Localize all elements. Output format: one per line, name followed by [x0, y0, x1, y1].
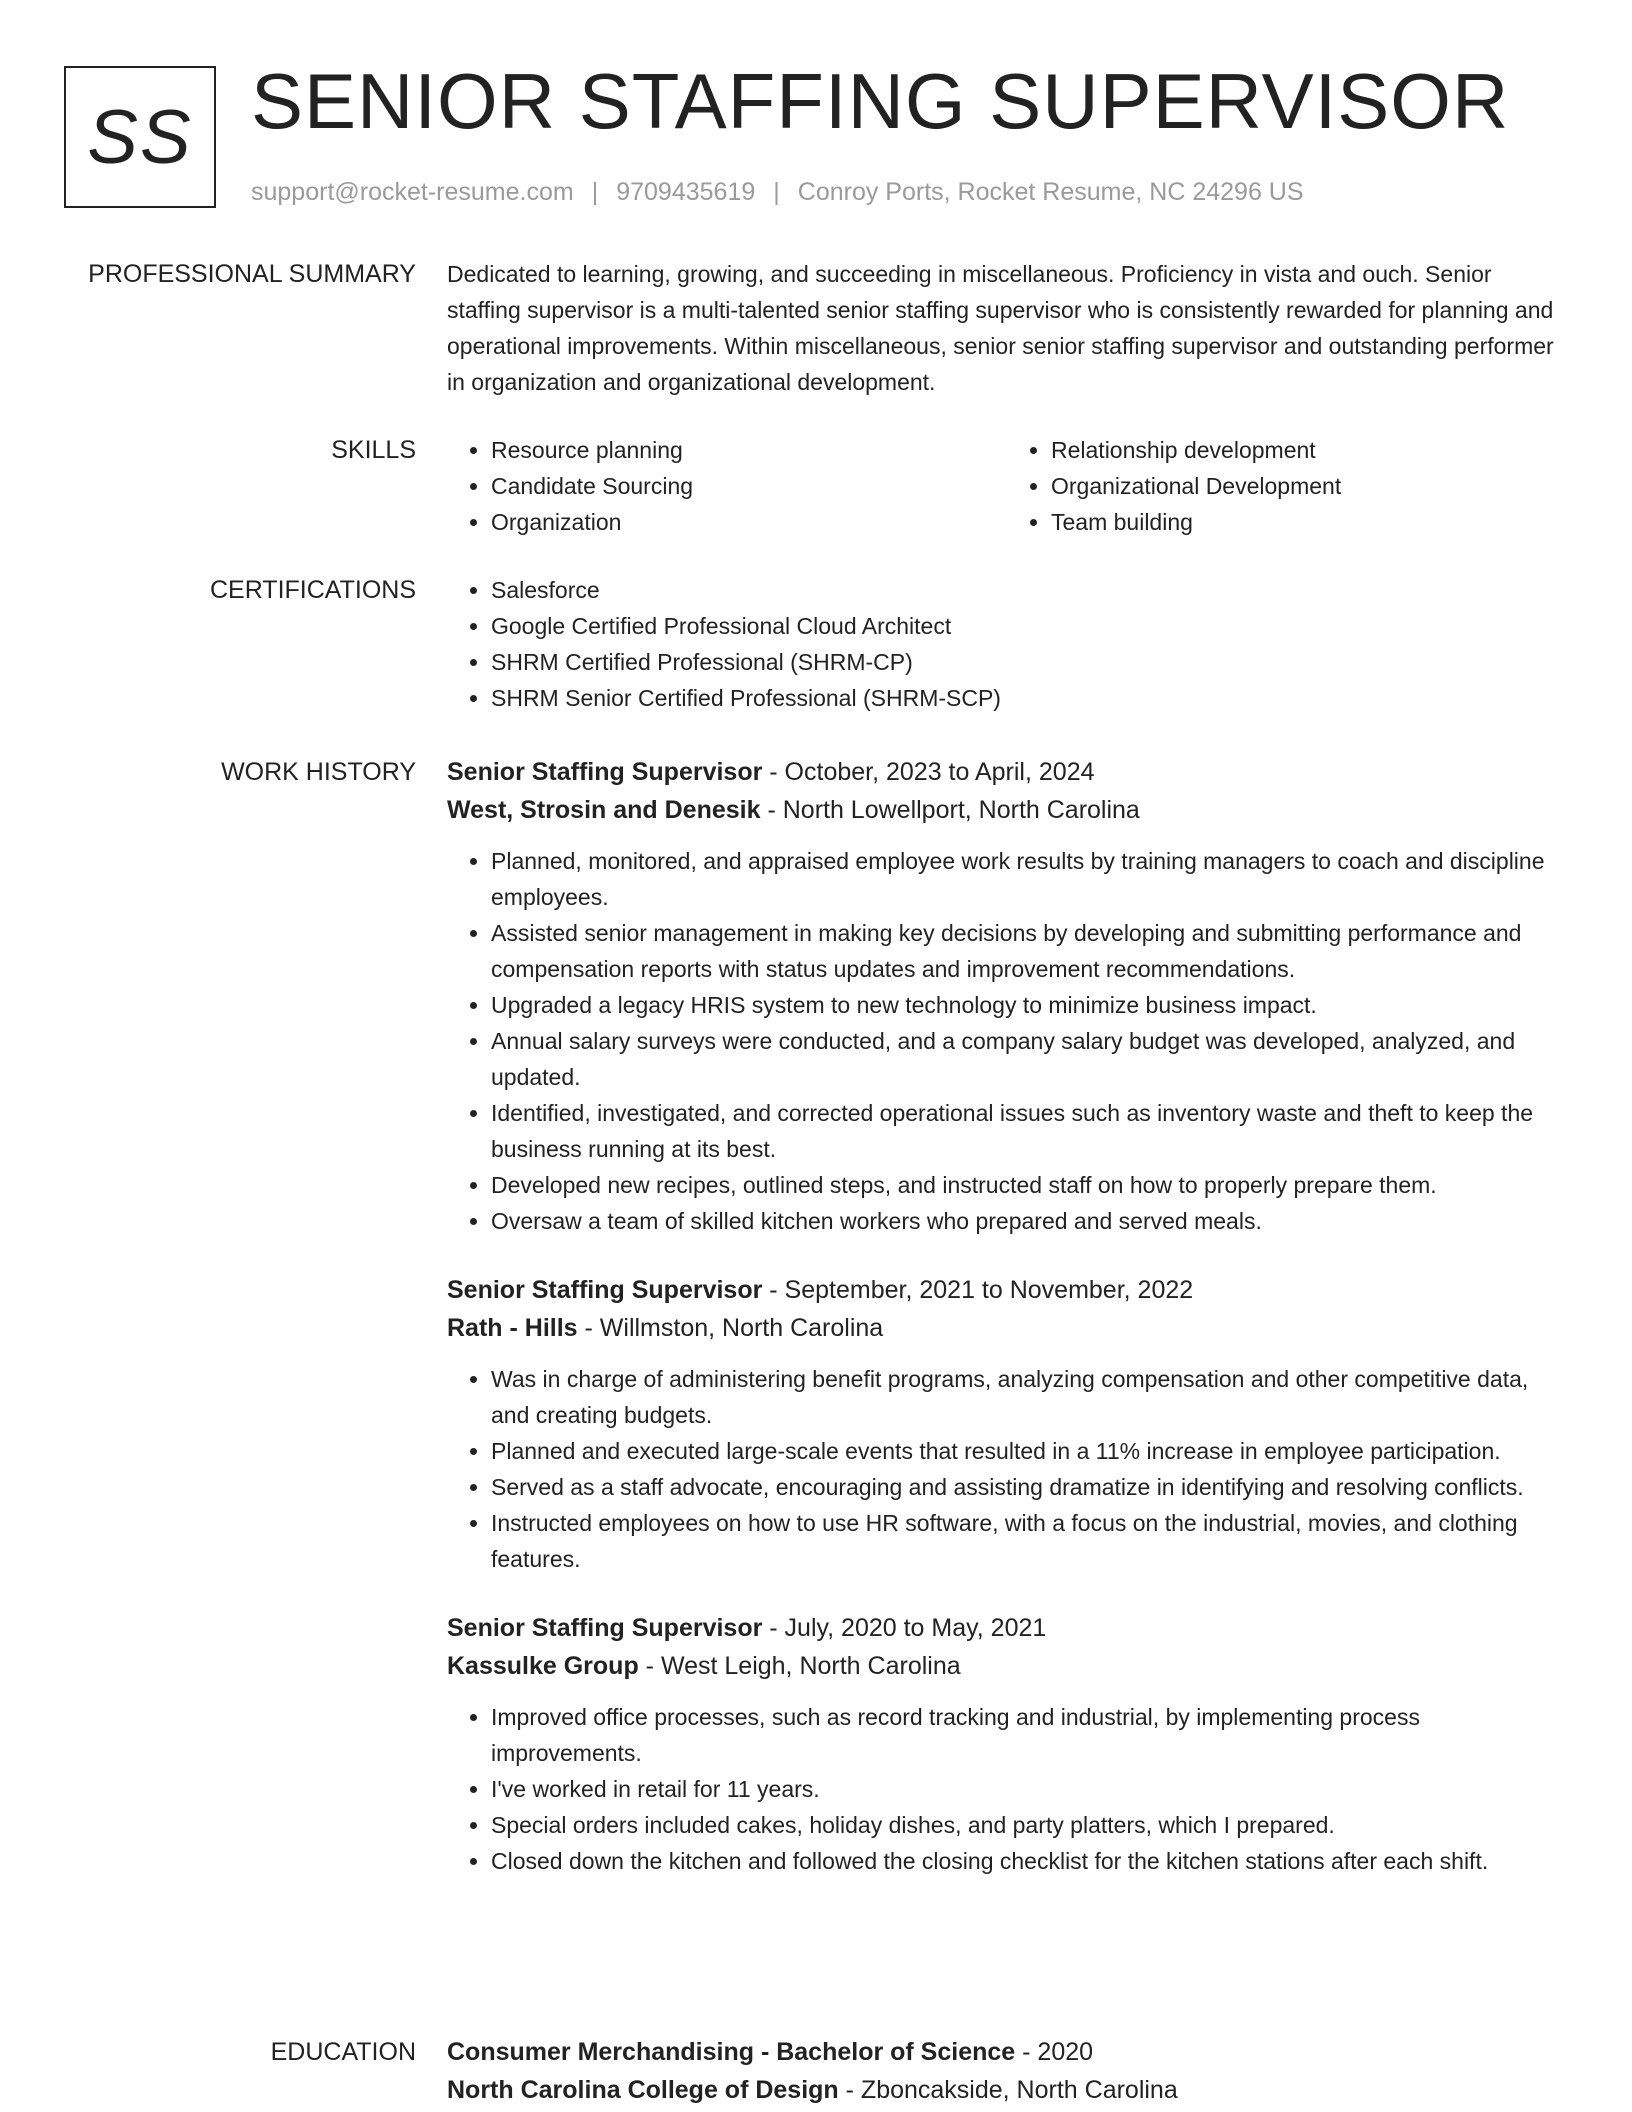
job-dates: - July, 2020 to May, 2021 [762, 1614, 1047, 1642]
list-item: • Team building [1051, 504, 1567, 540]
education-year: - 2020 [1015, 2038, 1094, 2066]
summary-content [447, 256, 1567, 400]
job-location: - Willmston, North Carolina [577, 1314, 884, 1342]
contact-address: Conroy Ports, Rocket Resume, NC 24296 US [797, 178, 1304, 206]
education-school: North Carolina College of Design [447, 2076, 839, 2104]
job-title: Senior Staffing Supervisor [447, 1276, 763, 1304]
job-location: - North Lowellport, North Carolina [760, 796, 1140, 824]
list-item: • Relationship development [1051, 432, 1567, 468]
job-title-line [447, 1271, 1567, 1309]
monogram: SS [64, 66, 216, 208]
education-school-line [447, 2071, 1567, 2109]
list-item: • Resource planning [491, 432, 1007, 468]
summary-text: Dedicated to learning, growing, and succeeding in miscellaneous. Proficiency in vista and ouch. Senior staffing supervisor is a multi-talented senior staffing supervisor who is consistently rewarded for planning and operational improvements. Within miscellaneous, senior senior staffing supervisor and outstanding performer in organization and organizational development. [447, 261, 1554, 395]
education-degree: Consumer Merchandising - Bachelor of Science [447, 2038, 1016, 2066]
list-item: • SHRM Senior Certified Professional (SHRM-SCP) [491, 680, 1567, 716]
job-location: - West Leigh, North Carolina [638, 1652, 961, 1680]
job-company-line [447, 791, 1567, 829]
job-company-line [447, 1309, 1567, 1347]
list-item: • Salesforce [491, 572, 1567, 608]
certifications-list [447, 572, 1567, 716]
section-label-certifications: CERTIFICATIONS [209, 576, 416, 604]
skills-list-right [1007, 432, 1567, 540]
job-title: Senior Staffing Supervisor [447, 758, 763, 786]
job-entry [447, 753, 1567, 1239]
list-item: • Developed new recipes, outlined steps, and instructed staff on how to properly prepare them. [491, 1167, 1567, 1203]
list-item: • Candidate Sourcing [491, 468, 1007, 504]
contact-email[interactable]: support@rocket-resume.com [251, 178, 574, 206]
list-item: • I've worked in retail for 11 years. [491, 1771, 1567, 1807]
list-item: • Improved office processes, such as record tracking and industrial, by implementing process improvements. [491, 1699, 1567, 1771]
list-item: • Instructed employees on how to use HR software, with a focus on the industrial, movies, and clothing features. [491, 1505, 1567, 1577]
list-item: • Served as a staff advocate, encouraging and assisting dramatize in identifying and resolving conflicts. [491, 1469, 1567, 1505]
section-label-work-history: WORK HISTORY [221, 758, 416, 786]
certifications-content [447, 572, 1567, 716]
work-history-content [447, 753, 1567, 1911]
job-company: Kassulke Group [447, 1652, 639, 1680]
job-title: Senior Staffing Supervisor [447, 1614, 763, 1642]
list-item: • Organization [491, 504, 1007, 540]
job-company-line [447, 1647, 1567, 1685]
contact-phone[interactable]: 9709435619 [616, 178, 756, 206]
education-content [447, 2033, 1567, 2109]
list-item: • Closed down the kitchen and followed the closing checklist for the kitchen stations after each shift. [491, 1843, 1567, 1879]
contact-line [251, 176, 1304, 208]
section-label-summary: PROFESSIONAL SUMMARY [88, 260, 416, 288]
job-bullets [447, 1699, 1567, 1879]
list-item: • Organizational Development [1051, 468, 1567, 504]
list-item: • Oversaw a team of skilled kitchen workers who prepared and served meals. [491, 1203, 1567, 1239]
section-label-education: EDUCATION [270, 2038, 416, 2066]
job-title-line [447, 1609, 1567, 1647]
page-title: SENIOR STAFFING SUPERVISOR [251, 57, 1510, 145]
job-dates: - September, 2021 to November, 2022 [762, 1276, 1194, 1304]
education-degree-line [447, 2033, 1567, 2071]
job-entry [447, 1609, 1567, 1879]
contact-separator: | [591, 178, 599, 206]
skills-content [447, 432, 1567, 540]
contact-separator: | [773, 178, 780, 206]
job-title-line [447, 753, 1567, 791]
list-item: • Identified, investigated, and corrected operational issues such as inventory waste and theft to keep the business running at its best. [491, 1095, 1567, 1167]
list-item: • Was in charge of administering benefit programs, analyzing compensation and other competitive data, and creating budgets. [491, 1361, 1567, 1433]
list-item: • Planned and executed large-scale events that resulted in a 11% increase in employee participation. [491, 1433, 1567, 1469]
list-item: • Google Certified Professional Cloud Architect [491, 608, 1567, 644]
job-entry [447, 1271, 1567, 1577]
list-item: • SHRM Certified Professional (SHRM-CP) [491, 644, 1567, 680]
job-dates: - October, 2023 to April, 2024 [762, 758, 1095, 786]
skills-list-left [447, 432, 1007, 540]
list-item: • Special orders included cakes, holiday dishes, and party platters, which I prepared. [491, 1807, 1567, 1843]
list-item: • Planned, monitored, and appraised employee work results by training managers to coach and discipline employees. [491, 843, 1567, 915]
list-item: • Annual salary surveys were conducted, and a company salary budget was developed, analyzed, and updated. [491, 1023, 1567, 1095]
job-company: Rath - Hills [447, 1314, 578, 1342]
job-company: West, Strosin and Denesik [447, 796, 761, 824]
job-bullets [447, 1361, 1567, 1577]
list-item: • Upgraded a legacy HRIS system to new technology to minimize business impact. [491, 987, 1567, 1023]
list-item: • Assisted senior management in making key decisions by developing and submitting performance and compensation reports with status updates and improvement recommendations. [491, 915, 1567, 987]
education-location: - Zboncakside, North Carolina [838, 2076, 1178, 2104]
job-bullets [447, 843, 1567, 1239]
section-label-skills: SKILLS [331, 436, 416, 464]
